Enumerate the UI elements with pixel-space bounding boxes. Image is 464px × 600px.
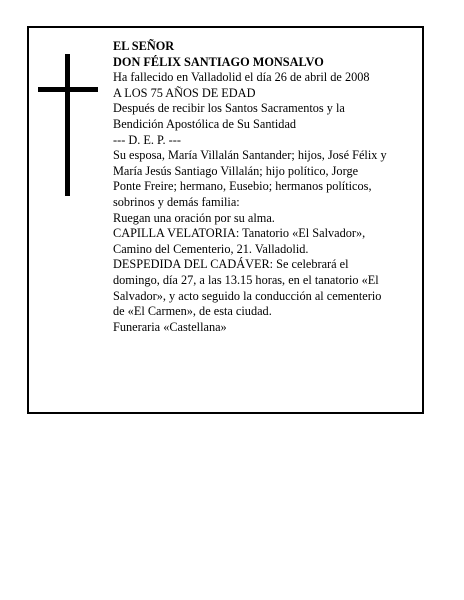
farewell-line: de «El Carmen», de esta ciudad.	[113, 304, 272, 319]
age-statement: A LOS 75 AÑOS DE EDAD	[113, 85, 256, 100]
latin-cross-icon	[38, 54, 98, 196]
farewell-line: Salvador», y acto seguido la conducción al cementerio	[113, 288, 382, 303]
family-line: María Jesús Santiago Villalán; hijo político, Jorge	[113, 163, 359, 178]
farewell-paragraph	[113, 257, 423, 319]
sacraments-paragraph	[113, 101, 423, 132]
obituary-text	[113, 39, 423, 335]
deceased-name: DON FÉLIX SANTIAGO MONSALVO	[113, 54, 324, 69]
honorific-title: EL SEÑOR	[113, 39, 175, 53]
family-paragraph	[113, 148, 423, 210]
chapel-line: CAPILLA VELATORIA: Tanatorio «El Salvador»,	[113, 226, 366, 241]
sacraments-line: Después de recibir los Santos Sacramentos y la	[113, 101, 345, 116]
chapel-paragraph	[113, 226, 423, 257]
prayer-request: Ruegan una oración por su alma.	[113, 210, 275, 225]
death-statement: Ha fallecido en Valladolid el día 26 de abril de 2008	[113, 70, 370, 85]
family-line: Ponte Freire; hermano, Eusebio; hermanos políticos,	[113, 179, 372, 194]
funeral-home: Funeraria «Castellana»	[113, 319, 227, 334]
family-line: sobrinos y demás familia:	[113, 194, 240, 209]
farewell-line: DESPEDIDA DEL CADÁVER: Se celebrará el	[113, 257, 349, 272]
cross-vertical-bar	[65, 54, 70, 196]
rip-line: --- D. E. P. ---	[113, 132, 181, 147]
cross-horizontal-bar	[38, 87, 98, 92]
sacraments-line: Bendición Apostólica de Su Santidad	[113, 116, 297, 131]
chapel-line: Camino del Cementerio, 21. Valladolid.	[113, 241, 309, 256]
family-line: Su esposa, María Villalán Santander; hijos, José Félix y	[113, 148, 387, 163]
farewell-line: domingo, día 27, a las 13.15 horas, en el tanatorio «El	[113, 272, 379, 287]
